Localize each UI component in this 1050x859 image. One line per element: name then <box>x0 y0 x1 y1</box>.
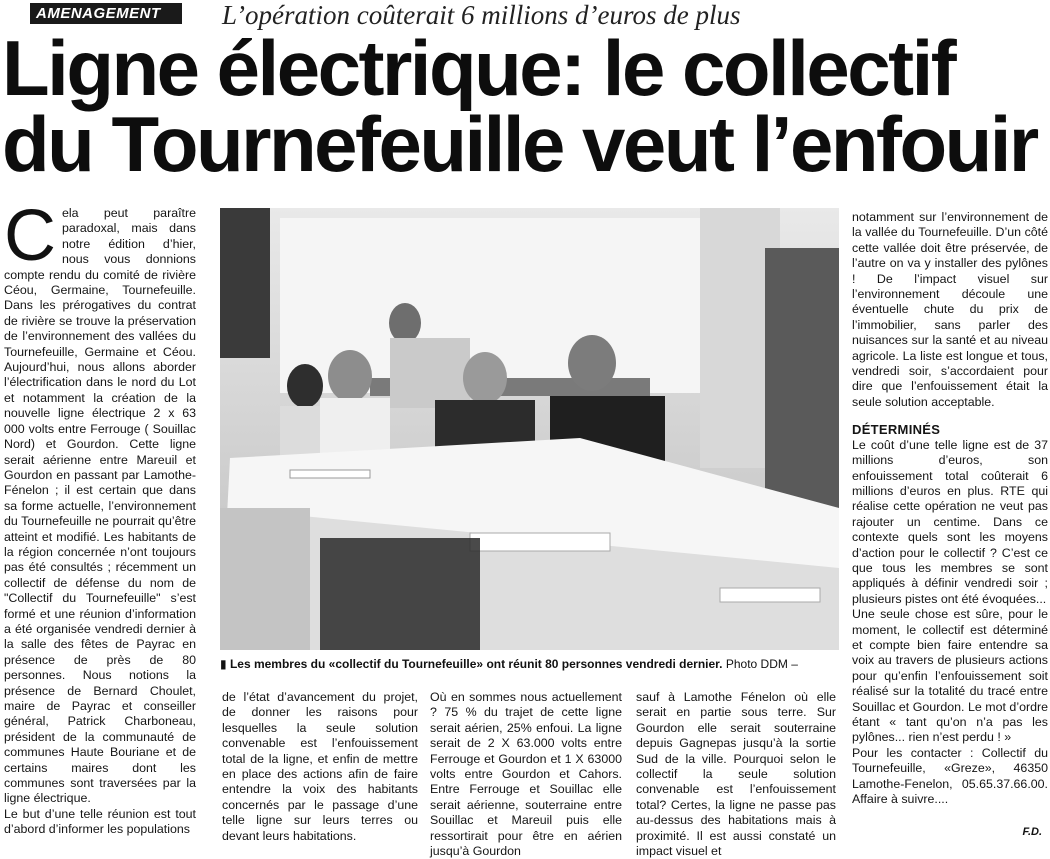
kicker: L’opération coûterait 6 millions d’euros de plus <box>222 0 741 30</box>
article-column-4 <box>636 690 836 859</box>
article-column-5 <box>852 210 1048 842</box>
article-paragraph: Pour les contacter : Collectif du Tournefeuille, «Greze», 46350 Lamothe-Fenelon, 05.65.37.66.00. Affaire à suivre.... <box>852 745 1048 807</box>
meeting-photo-image <box>220 208 839 650</box>
headline-line-1: Ligne électrique: le collectif <box>2 24 955 112</box>
author-signature: F.D. <box>1022 826 1042 838</box>
article-paragraph: Une seule chose est sûre, pour le moment, le collectif est déterminé et compte bien faire entendre sa voix au travers de plusieurs actions pour qu’enfin l’enfouissement soit réalisé sur la totalité du tracé entre Souillac et Gourdon. Le mot d’ordre étant « tant qu’on n’a pas les pylônes... rien n’est perdu ! » <box>852 607 1048 745</box>
headline <box>2 24 1048 188</box>
caption-bullet: ▮ <box>220 657 230 671</box>
article-paragraph: de l’état d’avancement du projet, de donner les raisons pour lesquelles la seule solution convenable est l’enfouissement total de la ligne, et enfin de mettre en place des actions afin de faire entendre la voix des habitants concernés par le passage d’une telle ligne sur leurs terres ou devant leurs habitations. <box>222 690 418 843</box>
caption-text: Les membres du «collectif du Tournefeuille» ont réunit 80 personnes vendredi dernier. <box>229 657 723 671</box>
article-paragraph: ela peut paraître paradoxal, mais dans notre édition d’hier, nous vous donnions compte rendu du comité de rivière Céou, Germaine, Tournefeuille. Dans les prérogatives du contrat de rivière se trouve la préservation de l’environnement des vallées du Tournefeuille, Germaine et Céou. Aujourd’hui, nous allons aborder l’électrification dans le nord du Lot et notamment la création de la nouvelle ligne électrique 2 x 63 000 volts entre Ferrouge ( Souillac Nord) et Gourdon. Cette ligne serait aérienne entre Mareuil et Gourdon en passant par Lamothe-Fénelon ; il est certain que dans sa forme actuelle, l’environnement du Tournefeuille ne pourrait qu’être atteint et modifié. Les habitants de la région concernée n’ont toujours pas été consultés ; récemment un collectif de défense du nom de "Collectif du Tournefeuille" s’est formé et une réunion d’information a été organisée vendredi dernier à la salle des fêtes de Payrac en présence de près de 80 personnes. Nous notions la présence de Bernard Choulet, maire de Payrac et conseiller général, Patrick Charboneau, président de la communauté de communes Haute Bouriane et de certains maires dont les communes sont traversées par la ligne électrique. <box>4 206 196 806</box>
photo-caption <box>220 656 839 672</box>
drop-cap: C <box>4 196 56 276</box>
article-paragraph: Le but d’une telle réunion est tout d’abord d’informer les populations <box>4 806 196 837</box>
article-paragraph: Où en sommes nous actuellement ? 75 % du trajet de cette ligne serait aérien, 25% enfoui. La ligne serait de 2 X 63.000 volts entre Ferrouge et Gourdon et 1 X 63000 volts entre Gourdon et Cahors. Entre Ferrouge et Souillac elle serait aérienne, souterraine entre Souillac et Mareuil puis elle ressortirait pour être en aérien jusqu’à Gourdon <box>430 690 622 859</box>
article-column-1 <box>4 196 196 842</box>
subheading: DÉTERMINÉS <box>852 422 941 438</box>
photo-credit: Photo DDM – <box>725 657 798 671</box>
article-paragraph: Le coût d’une telle ligne est de 37 millions d’euros, son enfouissement total coûterait 6 millions d’euros en plus. RTE qui réalise cette opération ne veut pas rajouter un centime. Dans ce contexte quels sont les moyens d’action pour le collectif ? C’est ce que tous les membres se sont appliqués à définir vendredi soir ; plusieurs pistes ont été évoquées... <box>852 437 1048 606</box>
article-paragraph: notamment sur l’environnement de la vallée du Tournefeuille. D’un côté cette vallée doit être préservée, de l’autre on va y installer des pylônes ! De l’impact visuel sur l’environnement découle une éventuelle chute du prix de l’immobilier, sans parler des nuisances sur la santé et au niveau agricole. La liste est longue et tous, vendredi soir, s’accordaient pour dire que l’enfouissement était la seule solution acceptable. <box>852 210 1048 409</box>
section-rubric: AMENAGEMENT <box>30 3 182 24</box>
article-column-2 <box>222 690 418 842</box>
article-paragraph: sauf à Lamothe Fénelon où elle serait en partie sous terre. Sur Gourdon elle serait souterraine depuis Gagnepas jusqu’à la sortie Sud de la ville. Pourquoi selon le collectif la seule solution convenable est l’enfouissement total? Certes, la ligne ne passe pas au-dessus des habitations mais à proximité. Il est aussi constaté un impact visuel et <box>636 690 836 859</box>
press-photo <box>220 208 839 650</box>
article-column-3 <box>430 690 622 859</box>
headline-line-2: du Tournefeuille veut l’enfouir <box>2 100 1037 188</box>
